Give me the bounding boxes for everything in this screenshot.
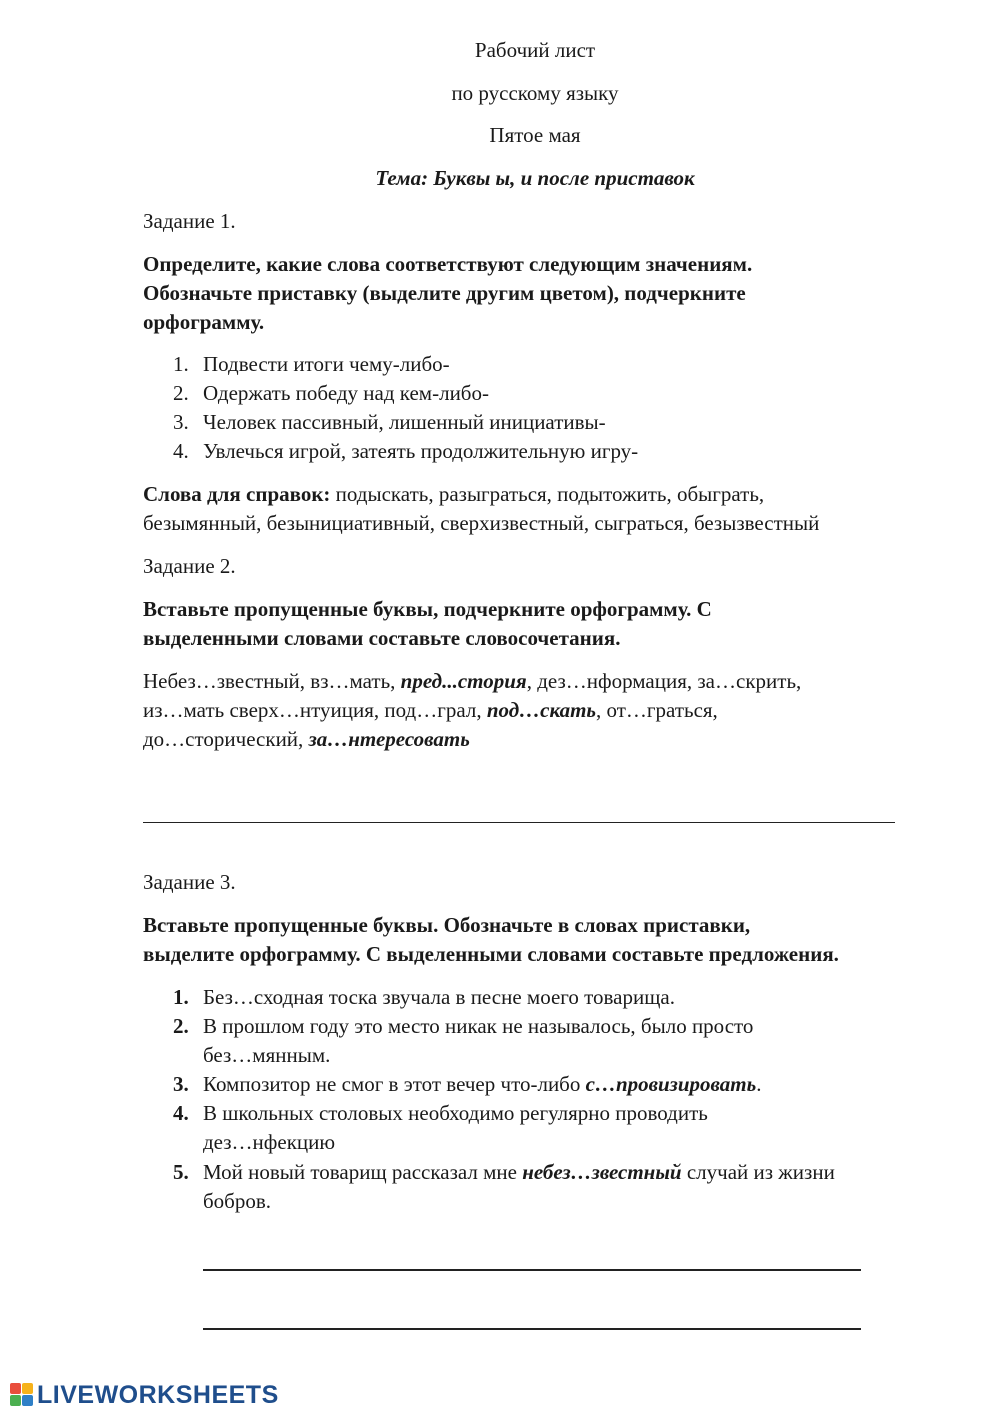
item-text: В школьных столовых необходимо регулярно проводить [203, 1101, 708, 1125]
text-segment: случай из жизни [681, 1160, 835, 1184]
item-text: В прошлом году это место никак не называлось, было просто [203, 1014, 754, 1038]
task3-title: Задание 3. [143, 870, 236, 894]
topic-title: Тема: Буквы ы, и после приставок [375, 166, 695, 190]
item-text: Подвести итоги чему-либо- [203, 352, 450, 376]
item-number: 1. [173, 985, 189, 1009]
task2-words-line-1 [143, 669, 801, 694]
list-item [173, 410, 606, 435]
item-number: 2. [173, 381, 189, 405]
item-text-continued: дез…нфекцию [203, 1130, 336, 1154]
text-segment: . [756, 1072, 762, 1096]
highlighted-word: с…провизировать [585, 1072, 757, 1096]
answer-line[interactable] [203, 1328, 861, 1330]
item-number: 1. [173, 352, 189, 376]
answer-line[interactable] [143, 822, 895, 823]
task3-instruction-2: выделите орфограмму. С выделенными словами составьте предложения. [143, 942, 839, 966]
list-item [173, 352, 450, 377]
logo-icon [10, 1383, 34, 1407]
text-segment: , дез…нформация, за…скрить, [526, 669, 802, 693]
item-text-continued: бобров. [203, 1189, 272, 1213]
header-line-2: по русскому языку [451, 81, 619, 105]
text-segment: Мой новый товарищ рассказал мне [203, 1160, 523, 1184]
list-item [173, 1014, 753, 1039]
task1-title: Задание 1. [143, 209, 236, 233]
highlighted-word: под…скать [486, 698, 597, 722]
item-number: 2. [173, 1014, 189, 1038]
reference-words-line-2: безымянный, безынициативный, сверхизвестный, сыграться, безызвестный [143, 511, 820, 535]
reference-words-a: подыскать, разыграться, подытожить, обыграть, [330, 482, 765, 506]
item-text: Человек пассивный, лишенный инициативы- [203, 410, 606, 434]
item-text: Одержать победу над кем-либо- [203, 381, 489, 405]
reference-words-line-1 [143, 482, 764, 507]
task1-instruction-2: Обозначьте приставку (выделите другим цветом), подчеркните [143, 281, 746, 305]
answer-line[interactable] [203, 1269, 861, 1271]
task2-title: Задание 2. [143, 554, 236, 578]
list-item [173, 381, 489, 406]
list-item [173, 985, 675, 1010]
text-segment: до…сторический, [143, 727, 309, 751]
task1-instruction-1: Определите, какие слова соответствуют следующим значениям. [143, 252, 753, 276]
task1-instruction-3: орфограмму. [143, 310, 265, 334]
task2-instruction-2: выделенными словами составьте словосочетания. [143, 626, 621, 650]
task2-instruction-1: Вставьте пропущенные буквы, подчеркните орфограмму. С [143, 597, 712, 621]
header-date: Пятое мая [489, 123, 581, 147]
item-number: 4. [173, 1101, 189, 1125]
header-line-1: Рабочий лист [474, 38, 596, 62]
task3-instruction-1: Вставьте пропущенные буквы. Обозначьте в словах приставки, [143, 913, 751, 937]
item-number: 3. [173, 1072, 189, 1096]
highlighted-word: пред...стория [400, 669, 527, 693]
item-number: 3. [173, 410, 189, 434]
logo-text: LIVEWORKSHEETS [37, 1380, 279, 1409]
text-segment: , от…граться, [596, 698, 718, 722]
list-item [173, 1160, 835, 1185]
task2-words-line-3 [143, 727, 470, 752]
item-number: 4. [173, 439, 189, 463]
item-text-continued: без…мянным. [203, 1043, 331, 1067]
list-item [173, 439, 638, 464]
highlighted-word: небез…звестный [522, 1160, 682, 1184]
item-number: 5. [173, 1160, 189, 1184]
text-segment: из…мать сверх…нтуиция, под…грал, [143, 698, 487, 722]
reference-label: Слова для справок: [143, 482, 331, 506]
highlighted-word: за…нтересовать [308, 727, 470, 751]
list-item [173, 1072, 761, 1097]
item-text: Увлечься игрой, затеять продолжительную игру- [203, 439, 639, 463]
task2-words-line-2 [143, 698, 718, 723]
list-item [173, 1101, 708, 1126]
liveworksheets-logo [10, 1380, 279, 1410]
text-segment: Небез…звестный, вз…мать, [143, 669, 401, 693]
text-segment: Композитор не смог в этот вечер что-либо [203, 1072, 586, 1096]
item-text: Без…сходная тоска звучала в песне моего товарища. [203, 985, 675, 1009]
